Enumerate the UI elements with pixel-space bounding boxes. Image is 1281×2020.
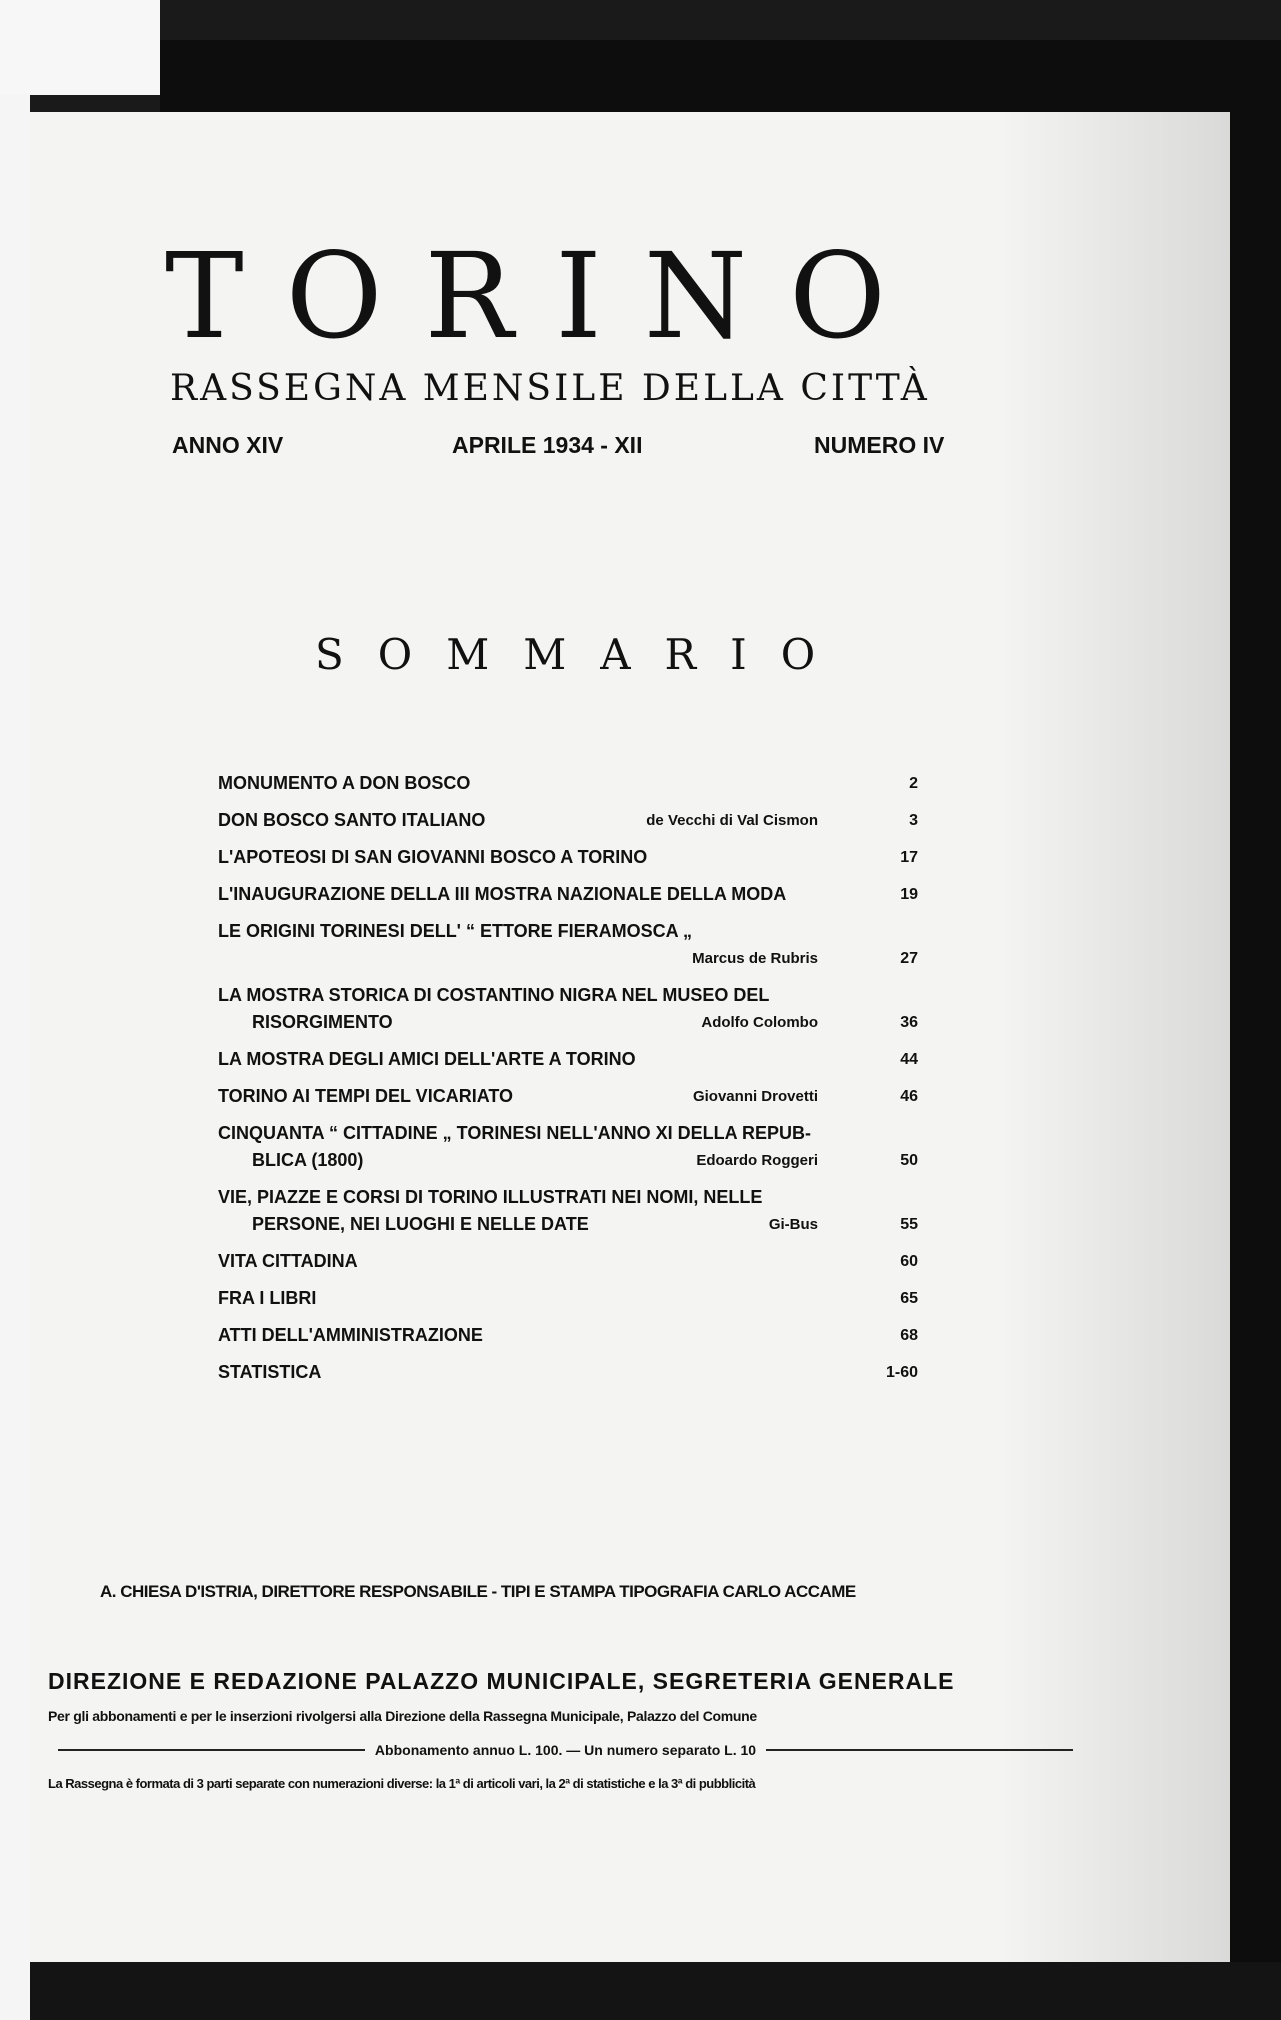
scan-margin-left xyxy=(0,0,30,2020)
toc-entry-title: L'INAUGURAZIONE DELLA III MOSTRA NAZIONALE DELLA MODA xyxy=(218,884,787,904)
toc-entry xyxy=(218,807,918,834)
toc-entry-page: 36 xyxy=(900,1014,918,1031)
table-of-contents xyxy=(218,770,918,1396)
toc-entry-title: CINQUANTA “ CITTADINE „ TORINESI NELL'ANNO XI DELLA REPUB- xyxy=(218,1123,811,1143)
toc-entry-page: 65 xyxy=(900,1290,918,1307)
toc-entry-page: 17 xyxy=(900,849,918,866)
toc-entry-page: 27 xyxy=(900,950,918,967)
toc-entry-title: LA MOSTRA STORICA DI COSTANTINO NIGRA NEL MUSEO DEL xyxy=(218,985,770,1005)
toc-entry-line xyxy=(218,1211,818,1238)
toc-entry-page: 3 xyxy=(909,812,918,829)
toc-entry xyxy=(218,1285,918,1312)
footer-rule-left xyxy=(58,1749,365,1751)
toc-entry-title: DON BOSCO SANTO ITALIANO xyxy=(218,810,486,830)
toc-entry xyxy=(218,1120,918,1174)
toc-entry xyxy=(218,1184,918,1238)
toc-entry-page: 44 xyxy=(900,1051,918,1068)
toc-entry-line xyxy=(218,1147,818,1174)
toc-entry-page: 60 xyxy=(900,1253,918,1270)
toc-entry xyxy=(218,982,918,1036)
toc-entry-title-continued: BLICA (1800) xyxy=(252,1150,364,1170)
toc-entry-author: Marcus de Rubris xyxy=(692,950,818,967)
footer-abbonamenti-note: Per gli abbonamenti e per le inserzioni rivolgersi alla Direzione della Rassegna Municipale, Palazzo del Comune xyxy=(48,1708,757,1724)
toc-entry-page: 46 xyxy=(900,1088,918,1105)
toc-entry-page: 2 xyxy=(909,775,918,792)
toc-entry-title-continued xyxy=(218,945,252,972)
toc-entry-title-continued: PERSONE, NEI LUOGHI E NELLE DATE xyxy=(252,1214,589,1234)
toc-entry-title: VIE, PIAZZE E CORSI DI TORINO ILLUSTRATI NEI NOMI, NELLE xyxy=(218,1187,763,1207)
toc-entry-page: 68 xyxy=(900,1327,918,1344)
scan-border-right xyxy=(1230,70,1281,2020)
toc-entry xyxy=(218,1359,918,1386)
toc-entry-title: MONUMENTO A DON BOSCO xyxy=(218,773,471,793)
toc-entry-title: TORINO AI TEMPI DEL VICARIATO xyxy=(218,1086,514,1106)
summary-heading: SOMMARIO xyxy=(315,630,850,679)
scan-margin-top xyxy=(0,0,160,95)
toc-entry-title: LE ORIGINI TORINESI DELL' “ ETTORE FIERAMOSCA „ xyxy=(218,921,692,941)
toc-entry-page: 19 xyxy=(900,886,918,903)
toc-entry-line xyxy=(218,945,818,972)
toc-entry-page: 1-60 xyxy=(885,1364,918,1381)
toc-entry-author: de Vecchi di Val Cismon xyxy=(646,812,818,829)
masthead-anno: ANNO XIV xyxy=(172,432,284,458)
toc-entry xyxy=(218,1322,918,1349)
toc-entry-title-continued: RISORGIMENTO xyxy=(252,1012,393,1032)
toc-entry-title: FRA I LIBRI xyxy=(218,1288,317,1308)
masthead-date: APRILE 1934 - XII xyxy=(452,432,643,458)
footer-formato: La Rassegna è formata di 3 parti separate con numerazioni diverse: la 1ª di articoli vari, la 2ª di statistiche e la 3ª di pubblicità xyxy=(48,1776,756,1791)
toc-entry-title: ATTI DELL'AMMINISTRAZIONE xyxy=(218,1325,483,1345)
toc-entry xyxy=(218,1248,918,1275)
footer-prezzi: Abbonamento annuo L. 100. — Un numero separato L. 10 xyxy=(374,1742,757,1758)
toc-entry xyxy=(218,1046,918,1073)
footer-rule-right xyxy=(766,1749,1073,1751)
toc-entry-title: L'APOTEOSI DI SAN GIOVANNI BOSCO A TORINO xyxy=(218,847,648,867)
toc-entry xyxy=(218,918,918,972)
scan-border-bottom xyxy=(30,1962,1281,2020)
toc-entry-page: 55 xyxy=(900,1216,918,1233)
scan-border-top xyxy=(160,40,1281,112)
toc-entry-title: LA MOSTRA DEGLI AMICI DELL'ARTE A TORINO xyxy=(218,1049,636,1069)
toc-entry xyxy=(218,844,918,871)
toc-entry-title: VITA CITTADINA xyxy=(218,1251,358,1271)
toc-entry-line xyxy=(218,1009,818,1036)
footer-credits: A. CHIESA D'ISTRIA, DIRETTORE RESPONSABILE - TIPI E STAMPA TIPOGRAFIA CARLO ACCAME xyxy=(100,1582,856,1601)
masthead-subtitle: RASSEGNA MENSILE DELLA CITTÀ xyxy=(170,368,930,409)
toc-entry xyxy=(218,1083,918,1110)
toc-entry-author: Adolfo Colombo xyxy=(701,1014,818,1031)
toc-entry-title: STATISTICA xyxy=(218,1362,322,1382)
footer-direzione: DIREZIONE E REDAZIONE PALAZZO MUNICIPALE, SEGRETERIA GENERALE xyxy=(48,1668,955,1694)
toc-entry xyxy=(218,770,918,797)
page-shadow xyxy=(1000,112,1230,1962)
toc-entry xyxy=(218,881,918,908)
masthead-title: TORINO xyxy=(165,227,928,365)
toc-entry-page: 50 xyxy=(900,1152,918,1169)
toc-entry-author: Gi-Bus xyxy=(768,1216,818,1233)
toc-entry-author: Edoardo Roggeri xyxy=(696,1152,818,1169)
masthead-numero: NUMERO IV xyxy=(814,432,945,458)
footer-prezzi-row xyxy=(48,1742,1083,1758)
toc-entry-author: Giovanni Drovetti xyxy=(692,1088,818,1105)
